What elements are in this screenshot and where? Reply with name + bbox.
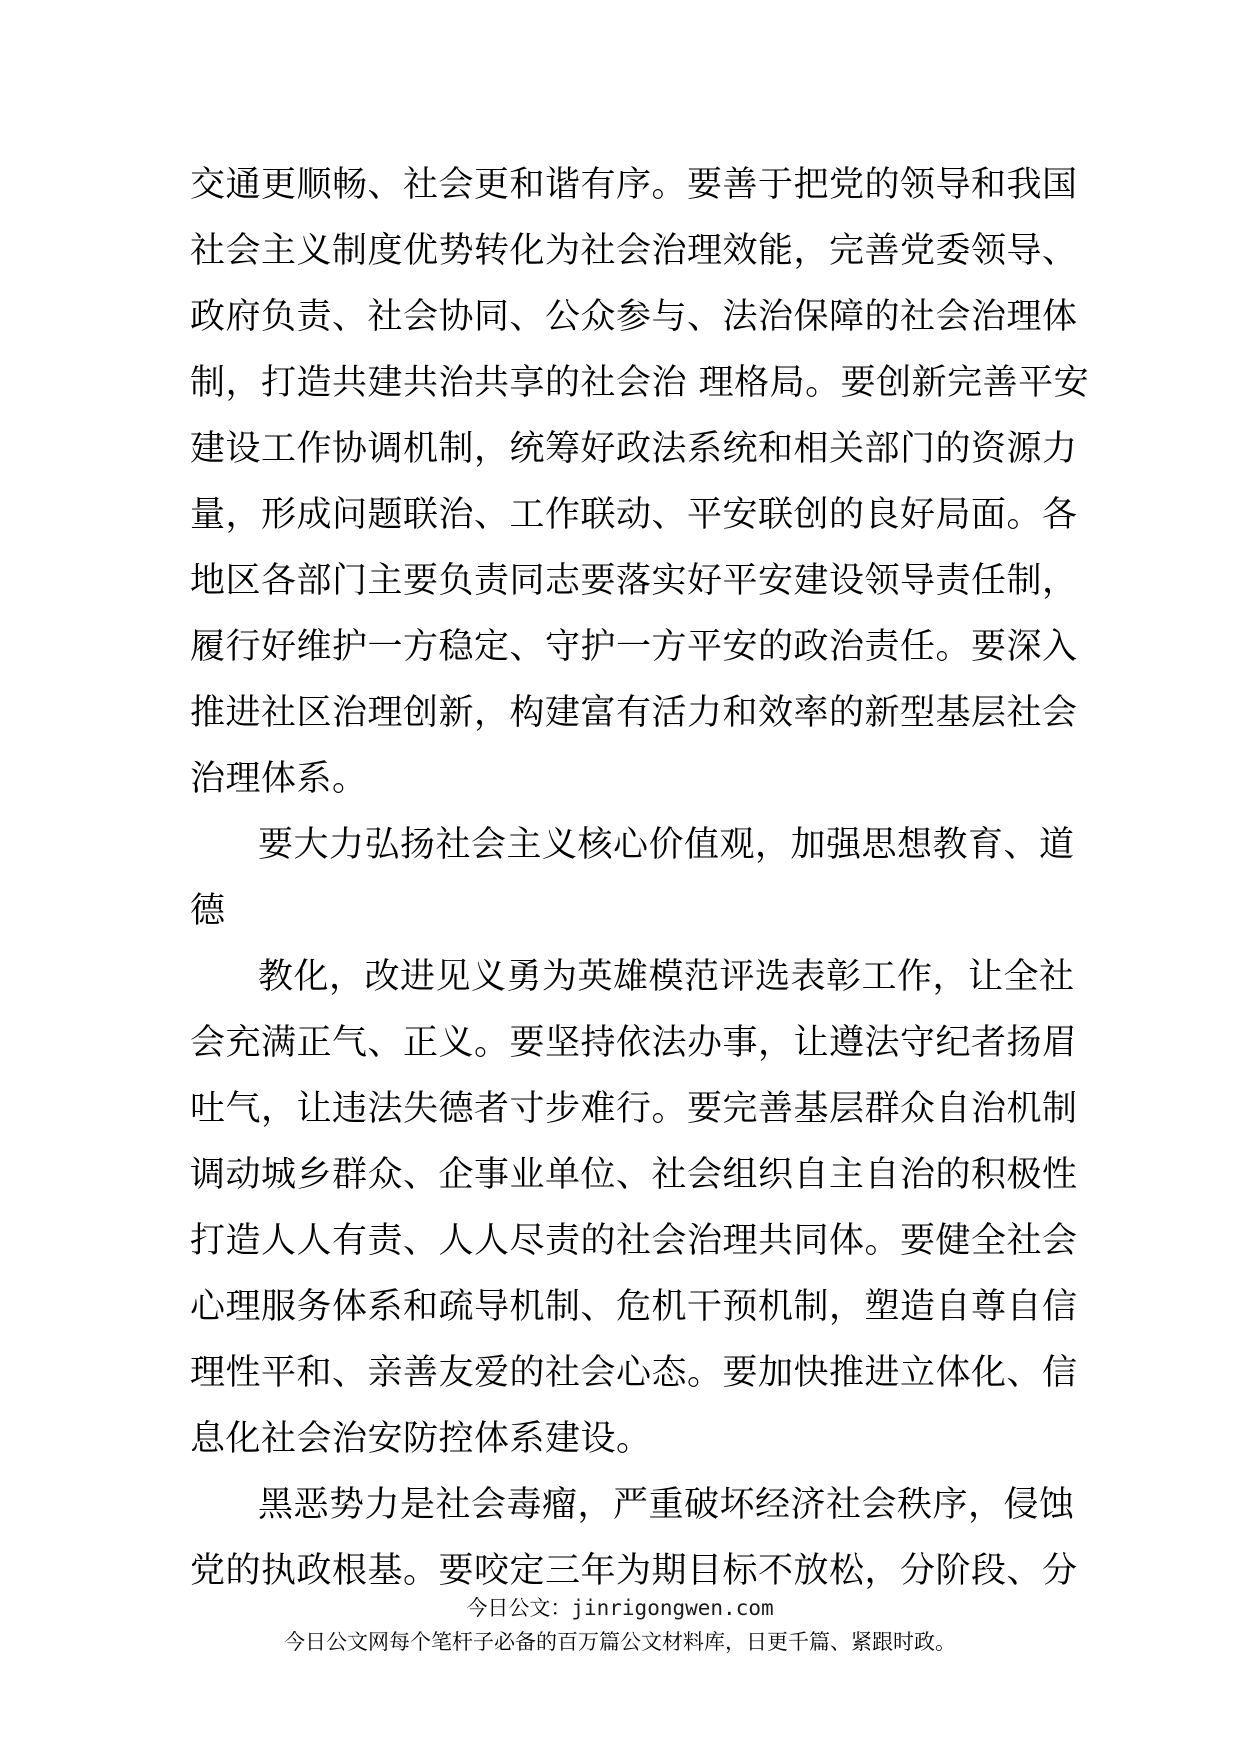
footer-source-url[interactable]: jinrigongwen.com — [571, 1596, 774, 1620]
text-line: 党的执政根基。要咬定三年为期目标不放松，分阶段、分 — [190, 1551, 1078, 1591]
paragraph-start-line: 要大力弘扬社会主义核心价值观，加强思想教育、道 — [258, 825, 1075, 865]
text-line: 量，形成问题联治、工作联动、平安联创的良好局面。各 — [190, 495, 1078, 535]
footer-tagline: 今日公文网每个笔杆子必备的百万篇公文材料库，日更千篇、紧跟时政。 — [284, 1630, 956, 1654]
text-line: 治理体系。 — [190, 759, 368, 799]
text-line: 吐气，让违法失德者寸步难行。要完善基层群众自治机制 — [190, 1089, 1078, 1129]
text-line: 履行好维护一方稳定、守护一方平安的政治责任。要深入 — [190, 627, 1078, 667]
footer-source-label: 今日公文： — [466, 1596, 572, 1620]
text-line: 政府负责、社会协同、公众参与、法治保障的社会治理体 — [190, 297, 1078, 337]
document-body — [190, 152, 1090, 1604]
text-line: 交通更顺畅、社会更和谐有序。要善于把党的领导和我国 — [190, 165, 1078, 205]
text-line: 制，打造共建共治共享的社会治 理格局。要创新完善平安 — [190, 363, 1090, 403]
text-line: 社会主义制度优势转化为社会治理效能，完善党委领导、 — [190, 231, 1078, 271]
text-line: 地区各部门主要负责同志要落实好平安建设领导责任制， — [190, 561, 1078, 601]
paragraph-start-line: 教化，改进见义勇为英雄模范评选表彰工作，让全社 — [258, 957, 1075, 997]
text-line: 调动城乡群众、企事业单位、社会组织自主自治的积极性 — [190, 1155, 1078, 1195]
paragraph-start-line: 黑恶势力是社会毒瘤，严重破坏经济社会秩序，侵蚀 — [258, 1485, 1075, 1525]
text-line: 推进社区治理创新，构建富有活力和效率的新型基层社会 — [190, 693, 1078, 733]
text-line: 德 — [190, 891, 226, 931]
text-line: 息化社会治安防控体系建设。 — [190, 1419, 652, 1459]
text-line: 打造人人有责、人人尽责的社会治理共同体。要健全社会 — [190, 1221, 1078, 1261]
footer-source — [0, 1592, 1240, 1622]
text-line: 理性平和、亲善友爱的社会心态。要加快推进立体化、信 — [190, 1353, 1078, 1393]
text-line: 心理服务体系和疏导机制、危机干预机制，塑造自尊自信 — [190, 1287, 1078, 1327]
text-line: 建设工作协调机制，统筹好政法系统和相关部门的资源力 — [190, 429, 1078, 469]
text-line: 会充满正气、正义。要坚持依法办事，让遵法守纪者扬眉 — [190, 1023, 1078, 1063]
